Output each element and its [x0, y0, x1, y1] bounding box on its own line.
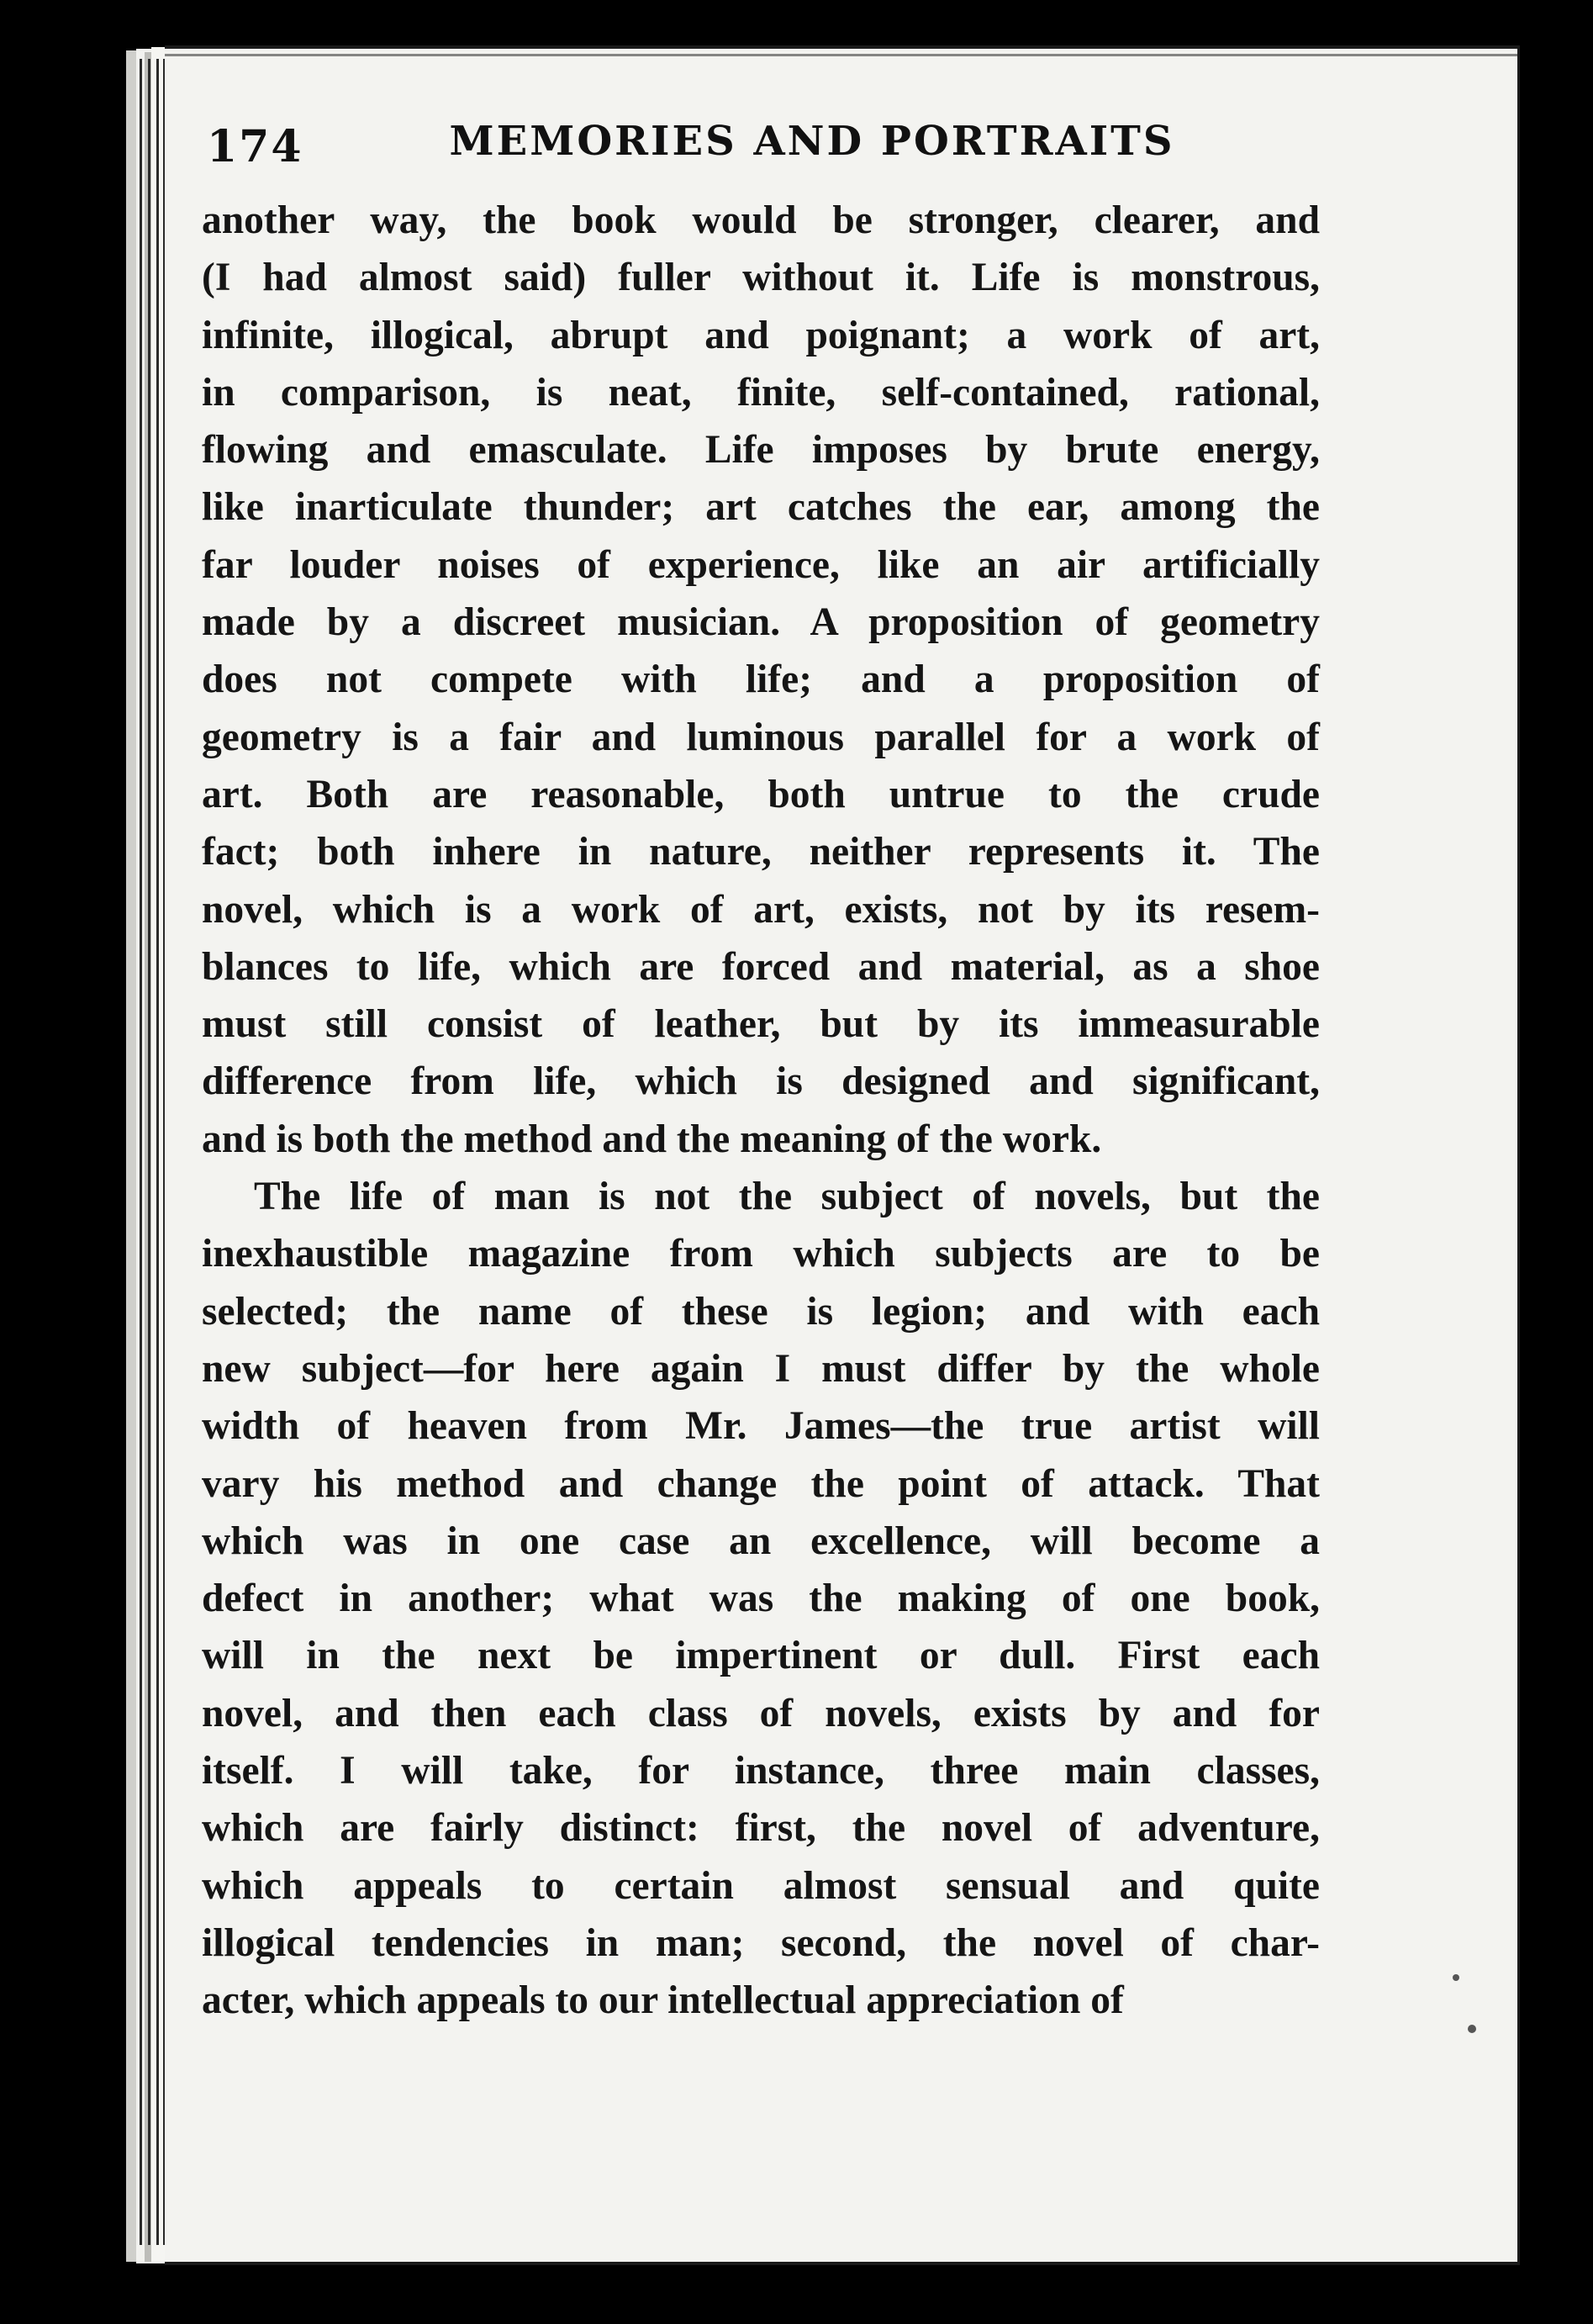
text-line: acter, which appeals to our intellectual appreciation of	[202, 1978, 1124, 2023]
text-line: which was in one case an excellence, will become a	[202, 1519, 1320, 1563]
text-line: flowing and emasculate. Life imposes by brute energy,	[202, 428, 1320, 473]
page-number: 174	[207, 121, 303, 172]
page-edge-line	[140, 59, 142, 2245]
text-line: inexhaustible magazine from which subjects are to be	[202, 1232, 1320, 1276]
text-line: infinite, illogical, abrupt and poignant; a work of art,	[202, 313, 1320, 357]
text-line: illogical tendencies in man; second, the novel of char-	[202, 1920, 1320, 1965]
text-line: another way, the book would be stronger, clearer, and	[202, 198, 1320, 242]
scan-speck	[1453, 1974, 1459, 1981]
paragraph	[202, 1168, 1320, 2029]
text-line: blances to life, which are forced and material, as a shoe	[202, 944, 1320, 989]
text-line: (I had almost said) fuller without it. Life is monstrous,	[202, 256, 1320, 300]
text-line: width of heaven from Mr. James—the true artist will	[202, 1404, 1320, 1449]
text-line: new subject—for here again I must differ by the whole	[202, 1346, 1320, 1391]
page-top-rule	[165, 54, 1517, 56]
text-line: which appeals to certain almost sensual and quite	[202, 1863, 1320, 1908]
text-line: itself. I will take, for instance, three main classes,	[202, 1749, 1320, 1793]
text-line: must still consist of leather, but by its immeasurable	[202, 1002, 1320, 1047]
text-line: geometry is a fair and luminous parallel for a work of	[202, 715, 1320, 759]
text-line: made by a discreet musician. A proposition of geometry	[202, 600, 1320, 645]
page-edge-line	[148, 59, 150, 2245]
text-line: novel, and then each class of novels, exists by and for	[202, 1691, 1320, 1735]
text-line: far louder noises of experience, like an air artificially	[202, 542, 1320, 587]
page-edge-line	[156, 59, 159, 2245]
text-line: novel, which is a work of art, exists, not by its resem-	[202, 887, 1320, 932]
text-line: defect in another; what was the making of one book,	[202, 1577, 1320, 1621]
text-line: art. Both are reasonable, both untrue to the crude	[202, 772, 1320, 816]
text-line: does not compete with life; and a proposition of	[202, 658, 1320, 702]
text-line: The life of man is not the subject of novels, but the	[254, 1175, 1320, 1219]
paragraph	[202, 192, 1320, 1168]
text-line: vary his method and change the point of attack. That	[202, 1461, 1320, 1506]
running-title: MEMORIES AND PORTRAITS	[449, 118, 1175, 165]
text-line: which are fairly distinct: first, the novel of adventure,	[202, 1806, 1320, 1851]
text-line: will in the next be impertinent or dull. First each	[202, 1634, 1320, 1678]
body-text	[202, 192, 1320, 2030]
text-line: fact; both inhere in nature, neither represents it. The	[202, 830, 1320, 874]
text-line: difference from life, which is designed and significant,	[202, 1059, 1320, 1104]
running-head	[207, 118, 1316, 185]
text-line: selected; the name of these is legion; and with each	[202, 1289, 1320, 1334]
text-line: in comparison, is neat, finite, self-contained, rational,	[202, 370, 1320, 415]
text-line: and is both the method and the meaning of the work.	[202, 1117, 1102, 1161]
text-line: like inarticulate thunder; art catches the ear, among the	[202, 485, 1320, 530]
scan-speck	[1468, 2025, 1476, 2033]
